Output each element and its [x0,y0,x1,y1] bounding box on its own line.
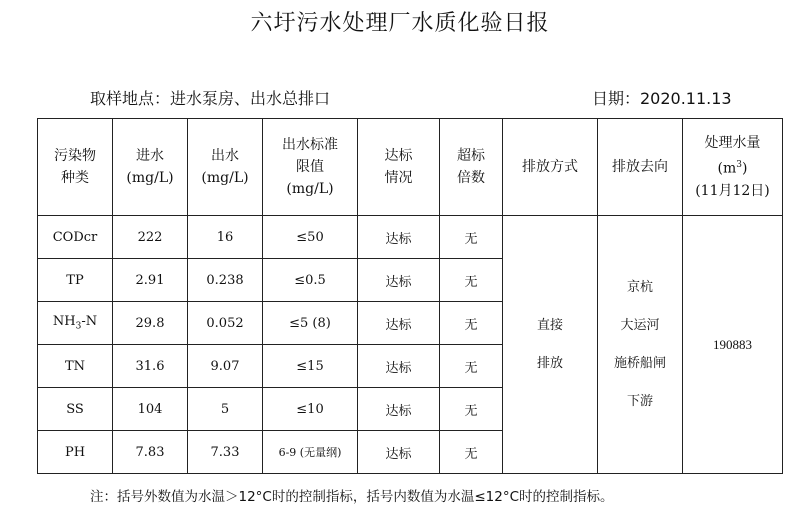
header-pollutant-line1: 污染物 [54,148,96,164]
pollutant-nh-sub: 3 [75,321,82,332]
cell-compliance: 达标 [358,345,440,388]
header-volume-line3: (11月12日) [695,182,770,199]
cell-inflow: 7.83 [113,431,188,474]
header-compliance [358,119,440,216]
cell-outflow: 16 [188,216,263,259]
cell-exceed: 无 [440,216,503,259]
header-inflow-line1: 进水 [136,148,164,164]
header-limit-line3: (mg/L) [286,181,334,197]
header-outflow [188,119,263,216]
cell-inflow: 29.8 [113,302,188,345]
header-limit-line2: 限值 [296,159,324,175]
cell-exceed: 无 [440,431,503,474]
cell-outflow: 7.33 [188,431,263,474]
pollutant-nh-suffix: -N [81,314,98,330]
discharge-destination-line1: 京杭 [626,279,653,295]
report-title: 六圩污水处理厂水质化验日报 [250,11,550,36]
header-discharge-method: 排放方式 [503,119,598,216]
report-date: 日期：2020.11.13 [592,89,732,108]
cell-exceed: 无 [440,259,503,302]
header-volume-unit-prefix: (m [717,160,737,177]
cell-inflow: 104 [113,388,188,431]
cell-outflow: 0.052 [188,302,263,345]
cell-compliance: 达标 [358,388,440,431]
cell-discharge-method [503,216,598,474]
cell-limit: ≤0.5 [263,259,358,302]
discharge-destination-line2: 大运河 [620,317,660,333]
header-inflow [113,119,188,216]
cell-inflow: 222 [113,216,188,259]
cell-pollutant: TN [38,345,113,388]
header-exceed-line2: 倍数 [457,170,485,186]
header-exceed [440,119,503,216]
cell-inflow: 31.6 [113,345,188,388]
header-volume-line1: 处理水量 [704,135,761,152]
header-pollutant [38,119,113,216]
cell-pollutant: TP [38,259,113,302]
cell-discharge-destination [598,216,683,474]
header-compliance-line1: 达标 [384,148,413,164]
discharge-method-line2: 排放 [536,355,563,371]
cell-compliance: 达标 [358,216,440,259]
header-outflow-line1: 出水 [211,148,239,164]
cell-pollutant [38,302,113,345]
header-limit-line1: 出水标准 [282,137,338,153]
cell-outflow: 0.238 [188,259,263,302]
cell-compliance: 达标 [358,302,440,345]
cell-compliance: 达标 [358,259,440,302]
pollutant-nh-main: NH [52,314,76,330]
cell-pollutant: PH [38,431,113,474]
discharge-destination-line3: 施桥船闸 [613,355,666,371]
cell-limit: 6-9 (无量纲) [263,431,358,474]
cell-volume: 190883 [683,216,783,474]
cell-pollutant: CODcr [38,216,113,259]
cell-compliance: 达标 [358,431,440,474]
cell-limit: ≤5 (8) [263,302,358,345]
cell-limit: ≤10 [263,388,358,431]
cell-exceed: 无 [440,302,503,345]
cell-limit: ≤15 [263,345,358,388]
header-discharge-destination: 排放去向 [598,119,683,216]
header-compliance-line2: 情况 [384,170,413,186]
cell-outflow: 9.07 [188,345,263,388]
header-volume-unit-suffix: ) [742,160,748,177]
header-volume [683,119,783,216]
header-inflow-line2: (mg/L) [126,170,174,186]
discharge-destination-line4: 下游 [626,393,653,409]
sampling-location: 取样地点：进水泵房、出水总排口 [90,89,331,108]
cell-exceed: 无 [440,345,503,388]
header-limit [263,119,358,216]
header-volume-unit-sup: 3 [736,160,742,171]
cell-inflow: 2.91 [113,259,188,302]
header-exceed-line1: 超标 [457,148,485,164]
discharge-method-line1: 直接 [536,317,563,333]
cell-outflow: 5 [188,388,263,431]
cell-limit: ≤50 [263,216,358,259]
table-row [38,216,783,259]
header-outflow-line2: (mg/L) [201,170,249,186]
header-volume-unit [683,154,782,180]
water-quality-table [37,118,783,474]
header-row [38,119,783,216]
header-pollutant-line2: 种类 [61,170,89,186]
cell-exceed: 无 [440,388,503,431]
footnote: 注：括号外数值为水温＞12°C时的控制指标，括号内数值为水温≤12°C时的控制指标。 [90,489,614,505]
cell-pollutant: SS [38,388,113,431]
